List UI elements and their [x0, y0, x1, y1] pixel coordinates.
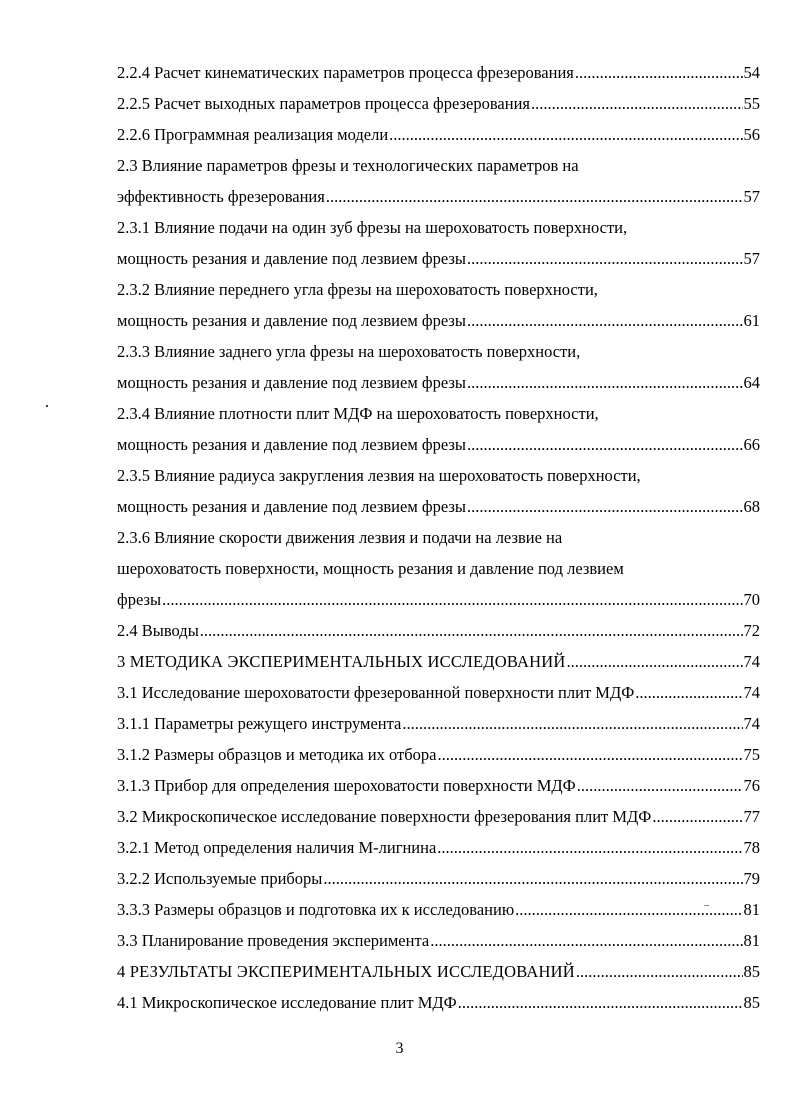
toc-entry-page: 54 — [743, 63, 760, 82]
toc-entry-page: 61 — [743, 311, 760, 330]
dot-leader — [577, 770, 743, 801]
toc-entry-title: 4 РЕЗУЛЬТАТЫ ЭКСПЕРИМЕНТАЛЬНЫХ ИССЛЕДОВАНИЙ — [117, 962, 575, 981]
toc-entry — [117, 677, 760, 708]
toc-entry-title: 3.2.1 Метод определения наличия М-лигнина — [117, 838, 437, 857]
toc-entry-title: 3.3.3 Размеры образцов и подготовка их к исследованию — [117, 900, 515, 919]
toc-line — [117, 274, 760, 305]
toc-entry-page: 81 — [743, 900, 760, 919]
toc-line — [117, 336, 760, 367]
dot-leader — [430, 925, 742, 956]
toc-line — [117, 181, 760, 212]
toc-entry-title: 3.2 Микроскопическое исследование поверхности фрезерования плит МДФ — [117, 807, 652, 826]
dot-leader — [437, 739, 742, 770]
toc-entry-page: 66 — [743, 435, 760, 454]
toc-line — [117, 925, 760, 956]
toc-entry-title: шероховатость поверхности, мощность резания и давление под лезвием — [117, 559, 624, 578]
toc-entry-page: 68 — [743, 497, 760, 516]
toc-line — [117, 770, 760, 801]
dot-leader — [323, 863, 742, 894]
toc-entry-title: 3 МЕТОДИКА ЭКСПЕРИМЕНТАЛЬНЫХ ИССЛЕДОВАНИЙ — [117, 652, 566, 671]
toc-line — [117, 863, 760, 894]
dot-leader — [389, 119, 742, 150]
toc-line — [117, 491, 760, 522]
page-number: 3 — [395, 1040, 404, 1057]
toc-entry-page: 79 — [743, 869, 760, 888]
toc-entry-title: 2.2.6 Программная реализация модели — [117, 125, 389, 144]
dot-leader — [567, 646, 743, 677]
toc-entry-page: 81 — [743, 931, 760, 950]
scan-speck — [46, 405, 48, 407]
toc-line — [117, 212, 760, 243]
toc-line — [117, 987, 760, 1018]
toc-entry-title: 3.1.2 Размеры образцов и методика их отбора — [117, 745, 437, 764]
toc-entry-title: 2.2.5 Расчет выходных параметров процесса фрезерования — [117, 94, 530, 113]
dot-leader — [402, 708, 742, 739]
toc-line — [117, 119, 760, 150]
toc-line — [117, 522, 760, 553]
toc-entry — [117, 708, 760, 739]
toc-line — [117, 615, 760, 646]
dot-leader — [635, 677, 742, 708]
toc-entry-page: 75 — [743, 745, 760, 764]
dot-leader — [531, 88, 743, 119]
toc-line — [117, 584, 760, 615]
dot-leader — [326, 181, 743, 212]
toc-entry — [117, 987, 760, 1018]
toc-line — [117, 305, 760, 336]
toc-entry-title: 2.3.2 Влияние переднего угла фрезы на шероховатость поверхности, — [117, 280, 598, 299]
toc-entry — [117, 615, 760, 646]
dot-leader — [467, 429, 743, 460]
dot-leader — [515, 894, 742, 925]
toc-line — [117, 832, 760, 863]
toc-entry-page: 74 — [743, 652, 760, 671]
toc-entry-title: мощность резания и давление под лезвием фрезы — [117, 249, 466, 268]
toc-entry — [117, 460, 760, 522]
dot-leader — [200, 615, 743, 646]
toc-entry-page: 70 — [743, 590, 760, 609]
toc-entry-title: фрезы — [117, 590, 162, 609]
dot-leader — [652, 801, 742, 832]
toc-line — [117, 739, 760, 770]
toc-entry-title: 2.3 Влияние параметров фрезы и технологических параметров на — [117, 156, 579, 175]
toc-line — [117, 429, 760, 460]
toc-entry-title: 2.3.6 Влияние скорости движения лезвия и подачи на лезвие на — [117, 528, 563, 547]
toc-line — [117, 150, 760, 181]
toc-entry-page: 56 — [743, 125, 760, 144]
toc-line — [117, 801, 760, 832]
toc-entry-title: 2.3.3 Влияние заднего угла фрезы на шероховатость поверхности, — [117, 342, 581, 361]
toc-entry — [117, 522, 760, 615]
toc-entry-title: мощность резания и давление под лезвием фрезы — [117, 497, 466, 516]
toc-line — [117, 553, 760, 584]
dot-leader — [458, 987, 743, 1018]
toc-line — [117, 398, 760, 429]
toc-entry-title: 3.3 Планирование проведения эксперимента — [117, 931, 430, 950]
toc-entry-title: 3.1.1 Параметры режущего инструмента — [117, 714, 402, 733]
toc-entry — [117, 150, 760, 212]
table-of-contents — [117, 57, 760, 1018]
toc-entry — [117, 801, 760, 832]
dot-leader — [467, 243, 743, 274]
toc-entry — [117, 88, 760, 119]
toc-entry — [117, 274, 760, 336]
toc-entry-page: 64 — [743, 373, 760, 392]
toc-entry-title: мощность резания и давление под лезвием фрезы — [117, 311, 466, 330]
dot-leader — [437, 832, 742, 863]
toc-line — [117, 243, 760, 274]
toc-entry-page: 76 — [743, 776, 760, 795]
toc-line — [117, 88, 760, 119]
toc-entry-title: 2.3.5 Влияние радиуса закругления лезвия на шероховатость поверхности, — [117, 466, 641, 485]
toc-entry — [117, 336, 760, 398]
dot-leader — [576, 956, 743, 987]
toc-entry — [117, 739, 760, 770]
toc-entry — [117, 770, 760, 801]
toc-entry — [117, 925, 760, 956]
toc-entry-title: 2.3.4 Влияние плотности плит МДФ на шероховатость поверхности, — [117, 404, 599, 423]
dot-leader — [575, 57, 743, 88]
toc-entry-title: 3.1.3 Прибор для определения шероховатости поверхности МДФ — [117, 776, 576, 795]
toc-line — [117, 894, 760, 925]
toc-entry — [117, 398, 760, 460]
toc-line — [117, 57, 760, 88]
toc-entry — [117, 894, 760, 925]
toc-entry-page: 78 — [743, 838, 760, 857]
toc-line — [117, 708, 760, 739]
toc-entry-title: мощность резания и давление под лезвием фрезы — [117, 435, 466, 454]
toc-entry-title: 4.1 Микроскопическое исследование плит МДФ — [117, 993, 457, 1012]
toc-entry-page: 55 — [743, 94, 760, 113]
toc-entry-page: 72 — [743, 621, 760, 640]
dot-leader — [467, 491, 743, 522]
toc-entry — [117, 119, 760, 150]
toc-entry-page: 74 — [743, 714, 760, 733]
toc-line — [117, 367, 760, 398]
toc-line — [117, 646, 760, 677]
toc-entry-title: мощность резания и давление под лезвием фрезы — [117, 373, 466, 392]
toc-entry — [117, 646, 760, 677]
toc-entry-title: эффективность фрезерования — [117, 187, 325, 206]
toc-entry-page: 85 — [743, 962, 760, 981]
toc-entry-title: 2.4 Выводы — [117, 621, 199, 640]
toc-line — [117, 460, 760, 491]
toc-entry-page: 74 — [743, 683, 760, 702]
toc-entry-page: 57 — [743, 187, 760, 206]
toc-entry-page: 77 — [743, 807, 760, 826]
dot-leader — [467, 367, 743, 398]
toc-entry-title: 2.2.4 Расчет кинематических параметров процесса фрезерования — [117, 63, 574, 82]
toc-entry — [117, 956, 760, 987]
toc-entry-title: 3.1 Исследование шероховатости фрезерованной поверхности плит МДФ — [117, 683, 635, 702]
dot-leader — [162, 584, 742, 615]
toc-entry — [117, 57, 760, 88]
toc-entry — [117, 832, 760, 863]
toc-entry-title: 2.3.1 Влияние подачи на один зуб фрезы на шероховатость поверхности, — [117, 218, 628, 237]
toc-entry — [117, 863, 760, 894]
toc-entry-page: 57 — [743, 249, 760, 268]
scan-speck — [704, 905, 709, 906]
toc-entry — [117, 212, 760, 274]
toc-entry-title: 3.2.2 Используемые приборы — [117, 869, 323, 888]
dot-leader — [467, 305, 743, 336]
toc-entry-page: 85 — [743, 993, 760, 1012]
toc-line — [117, 956, 760, 987]
toc-line — [117, 677, 760, 708]
